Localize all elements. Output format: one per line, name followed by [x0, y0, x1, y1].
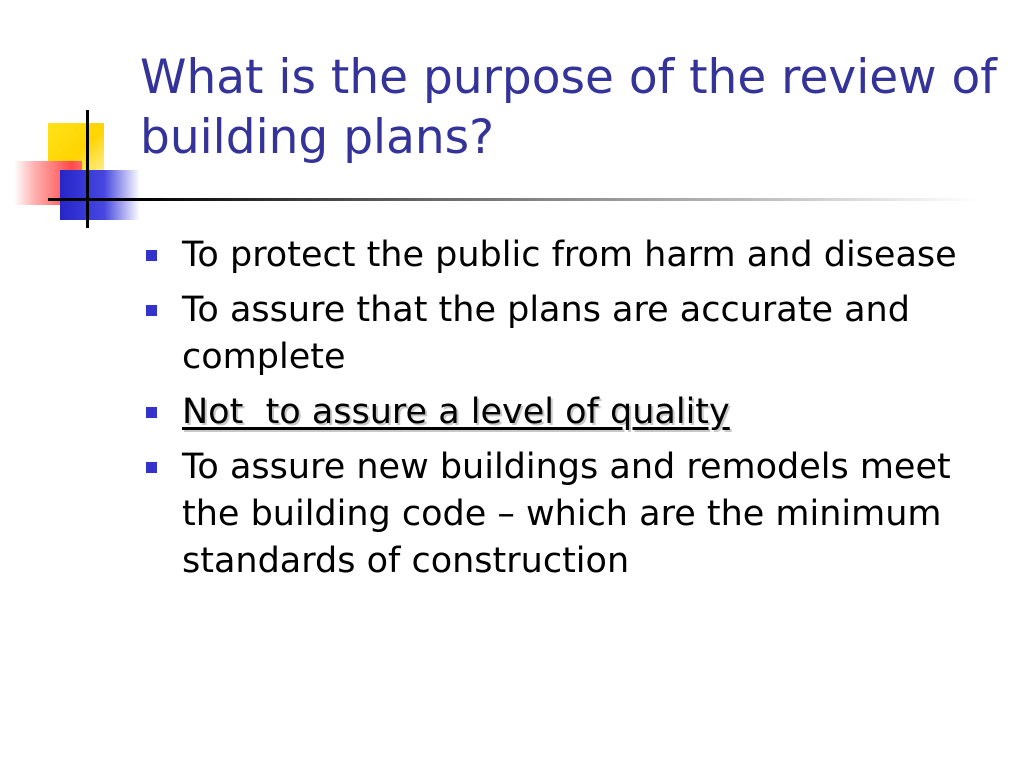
bullet-text: To protect the public from harm and disease [182, 235, 957, 275]
bullet-item [140, 287, 1000, 381]
slide-title: What is the purpose of the review of building plans? [140, 50, 997, 165]
square-bullet-icon [146, 407, 157, 418]
bullet-item [140, 444, 1000, 585]
bullet-item [140, 232, 1000, 279]
bullet-text-emphasized: Not to assure a level of quality [182, 392, 730, 432]
bullet-item [140, 389, 1000, 436]
bullet-text: To assure new buildings and remodels meet the building code – which are the minimum standards of construction [182, 447, 951, 581]
square-bullet-icon [146, 305, 157, 316]
blue-square-shape [60, 170, 140, 220]
bullet-list [140, 232, 1000, 593]
bullet-text: To assure that the plans are accurate and complete [182, 290, 910, 377]
title-divider [48, 198, 978, 201]
decorative-logo-icon [0, 0, 140, 240]
square-bullet-icon [146, 462, 157, 473]
square-bullet-icon [146, 250, 157, 261]
crosshair-vertical-line [86, 110, 89, 228]
